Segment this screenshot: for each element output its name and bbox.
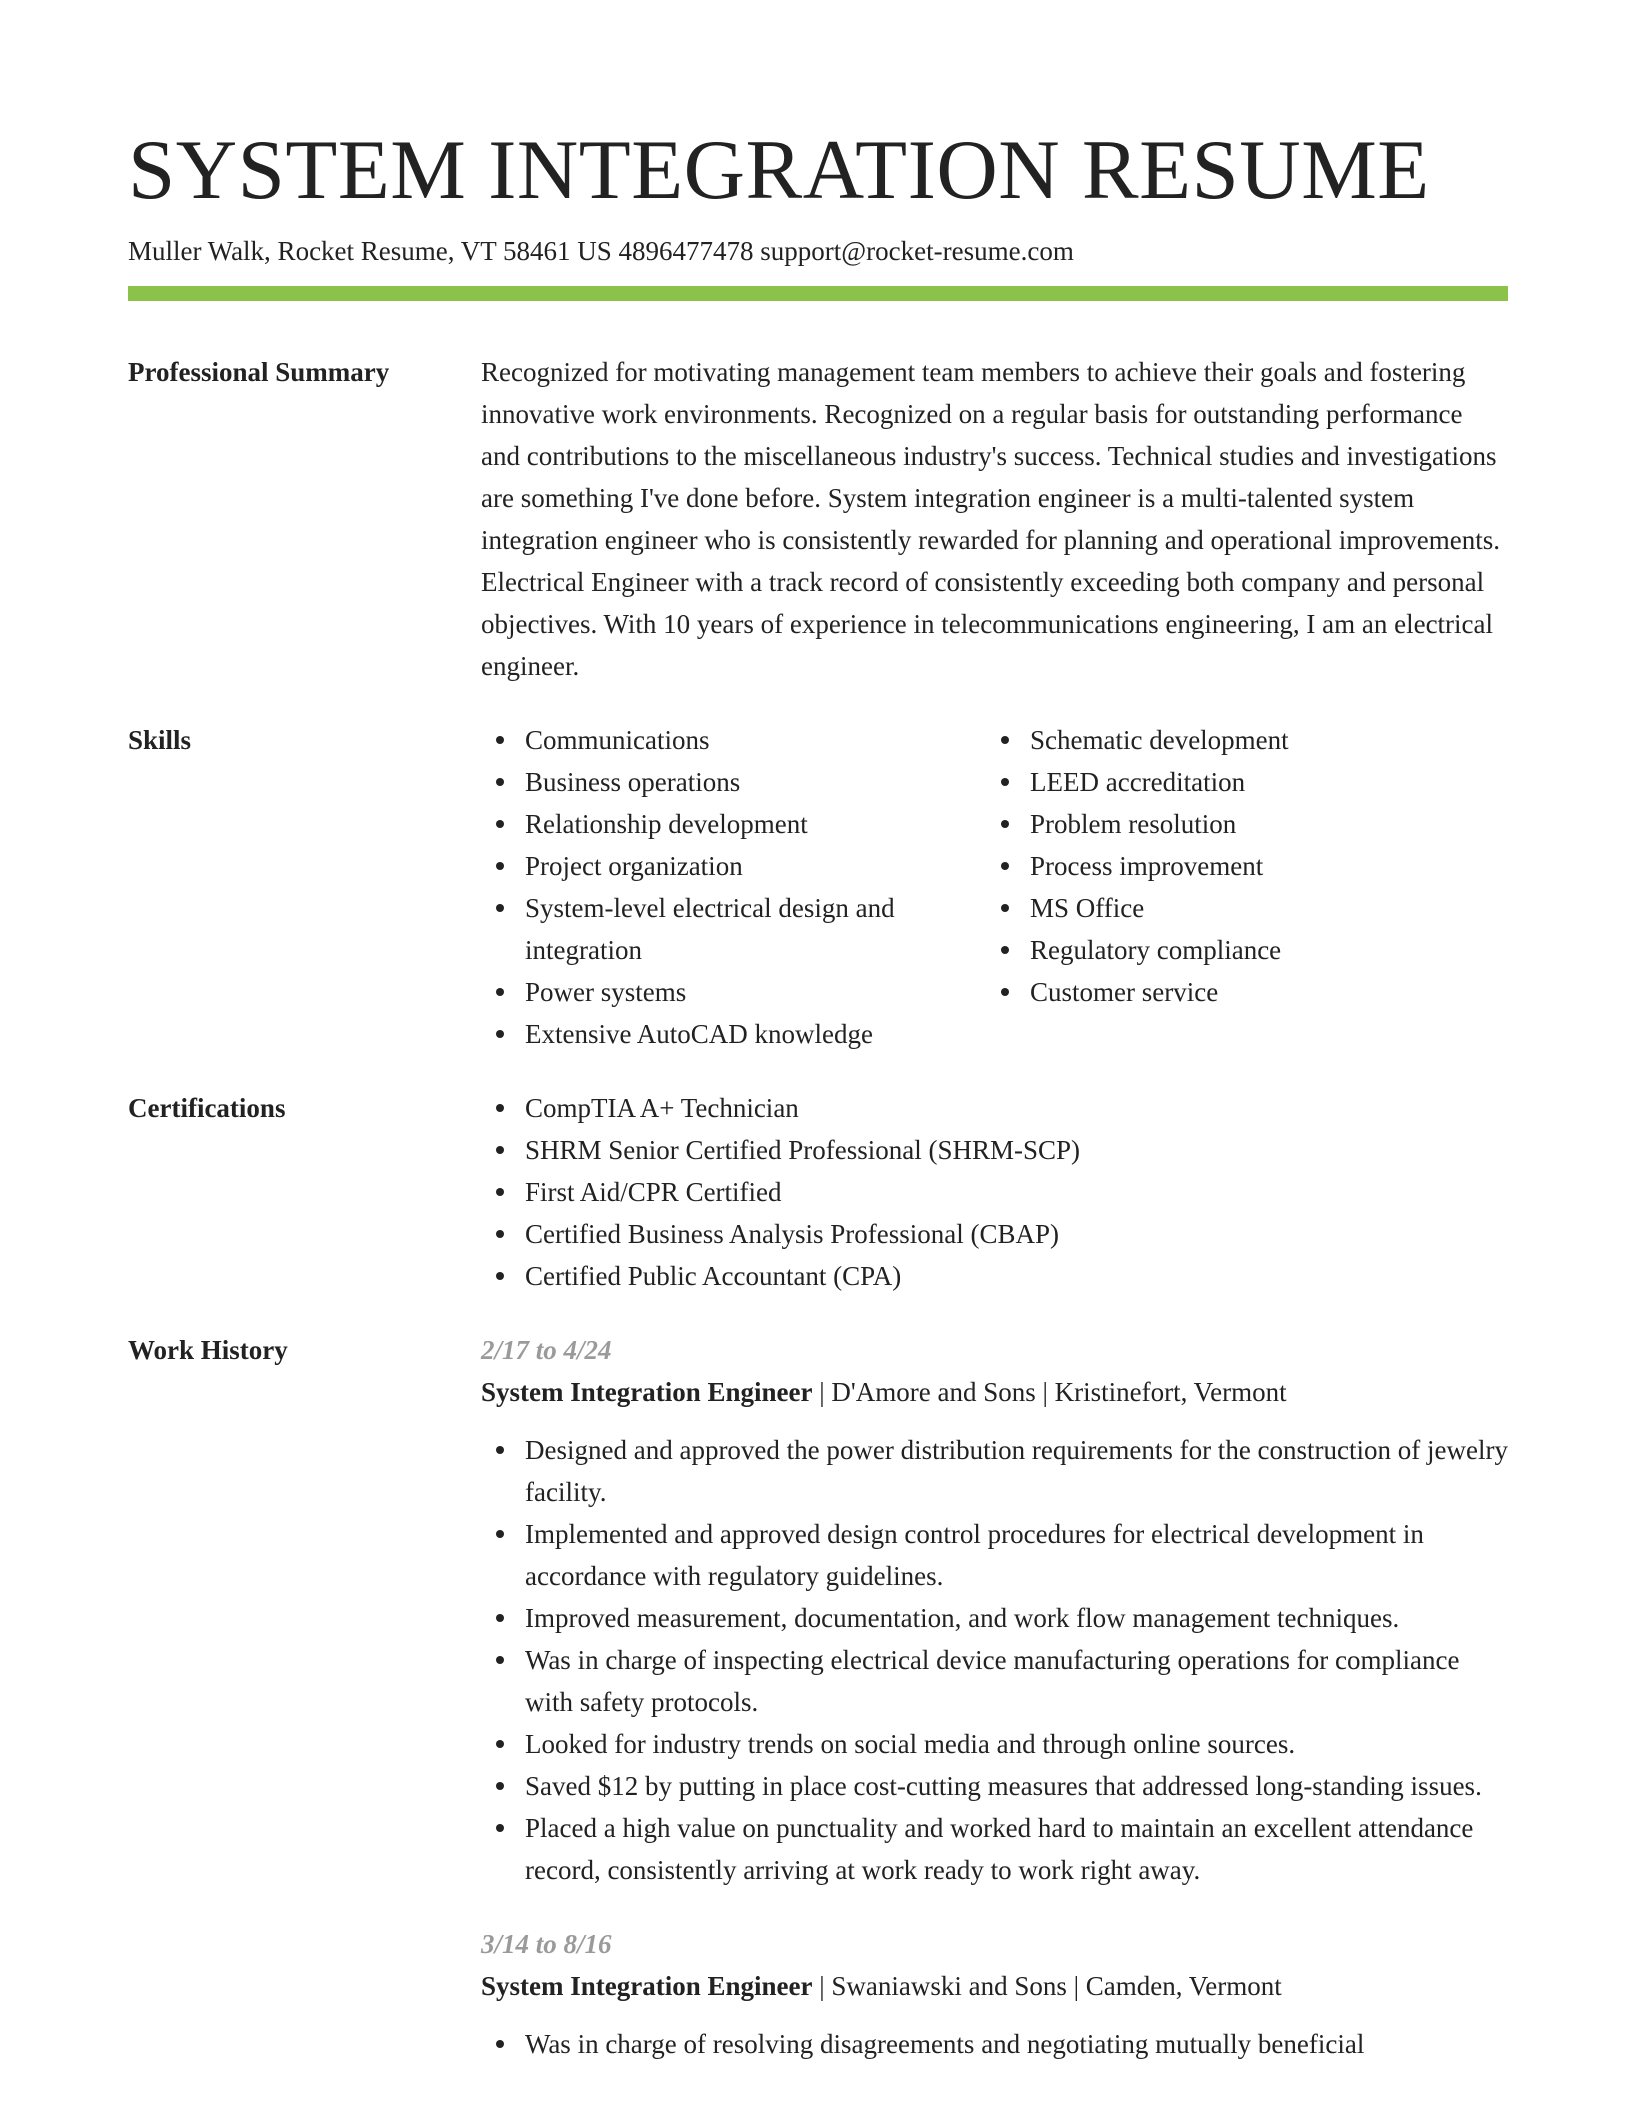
resume-page (128, 118, 1508, 2065)
skill-item: Business operations (481, 761, 986, 803)
skill-item: Power systems (481, 971, 986, 1013)
certifications-section (128, 1087, 1508, 1297)
job-duty-item: Implemented and approved design control procedures for electrical development in accordance with regulatory guidelines. (481, 1513, 1508, 1597)
job-dates: 2/17 to 4/24 (481, 1335, 612, 1365)
section-label-work-history: Work History (128, 1335, 288, 1365)
professional-summary-section (128, 351, 1508, 687)
job-duty-item: Was in charge of resolving disagreements and negotiating mutually beneficial (481, 2023, 1508, 2065)
certification-item: SHRM Senior Certified Professional (SHRM-SCP) (481, 1129, 1508, 1171)
job-duties-list (481, 2023, 1508, 2065)
skill-item: MS Office (986, 887, 1491, 929)
contact-line: Muller Walk, Rocket Resume, VT 58461 US 4896477478 support@rocket-resume.com (128, 236, 1074, 266)
job-duty-item: Saved $12 by putting in place cost-cutting measures that addressed long-standing issues. (481, 1765, 1508, 1807)
certification-item: Certified Business Analysis Professional (CBAP) (481, 1213, 1508, 1255)
skill-item: Schematic development (986, 719, 1491, 761)
section-label-certifications: Certifications (128, 1093, 286, 1123)
job-heading (481, 1965, 1508, 2007)
work-history-body (481, 1329, 1508, 2065)
certification-item: Certified Public Accountant (CPA) (481, 1255, 1508, 1297)
skill-item: Communications (481, 719, 986, 761)
job-dates: 3/14 to 8/16 (481, 1929, 612, 1959)
certification-item: First Aid/CPR Certified (481, 1171, 1508, 1213)
job-duty-item: Improved measurement, documentation, and work flow management techniques. (481, 1597, 1508, 1639)
skills-list-left (481, 719, 986, 1055)
skills-section (128, 719, 1508, 1055)
skill-item: Problem resolution (986, 803, 1491, 845)
skill-item: Extensive AutoCAD knowledge (481, 1013, 986, 1055)
job-title: System Integration Engineer (481, 1377, 813, 1407)
skill-item: Regulatory compliance (986, 929, 1491, 971)
job-title: System Integration Engineer (481, 1971, 813, 2001)
certifications-list (481, 1087, 1508, 1297)
job-heading (481, 1371, 1508, 1413)
skill-item: Project organization (481, 845, 986, 887)
work-history-section (128, 1329, 1508, 2065)
skills-columns (481, 719, 1508, 1055)
summary-text: Recognized for motivating management team members to achieve their goals and fostering innovative work environments. Recognized on a regular basis for outstanding performance and contributions to the miscellaneous industry's success. Technical studies and investigations are something I've done before. System integration engineer is a multi-talented system integration engineer who is consistently rewarded for planning and operational improvements. Electrical Engineer with a track record of consistently exceeding both company and personal objectives. With 10 years of experience in telecommunications engineering, I am an electrical engineer. (481, 357, 1500, 681)
section-label-summary: Professional Summary (128, 357, 390, 387)
job-duties-list (481, 1429, 1508, 1891)
job-entry (481, 1923, 1508, 2065)
job-entry (481, 1329, 1508, 1891)
skill-item: LEED accreditation (986, 761, 1491, 803)
section-label-skills: Skills (128, 725, 192, 755)
certifications-body (481, 1087, 1508, 1297)
skill-item: System-level electrical design and integration (481, 887, 986, 971)
job-duty-item: Placed a high value on punctuality and worked hard to maintain an excellent attendance record, consistently arriving at work ready to work right away. (481, 1807, 1508, 1891)
job-employer-location: | Swaniawski and Sons | Camden, Vermont (812, 1971, 1282, 2001)
skill-item: Relationship development (481, 803, 986, 845)
job-duty-item: Designed and approved the power distribution requirements for the construction of jewelry facility. (481, 1429, 1508, 1513)
header-divider (128, 286, 1508, 301)
skills-list-right (986, 719, 1491, 1055)
job-duty-item: Was in charge of inspecting electrical device manufacturing operations for compliance with safety protocols. (481, 1639, 1508, 1723)
job-employer-location: | D'Amore and Sons | Kristinefort, Vermont (812, 1377, 1287, 1407)
certification-item: CompTIA A+ Technician (481, 1087, 1508, 1129)
job-duty-item: Looked for industry trends on social media and through online sources. (481, 1723, 1508, 1765)
skill-item: Customer service (986, 971, 1491, 1013)
resume-title: SYSTEM INTEGRATION RESUME (128, 123, 1430, 217)
skill-item: Process improvement (986, 845, 1491, 887)
